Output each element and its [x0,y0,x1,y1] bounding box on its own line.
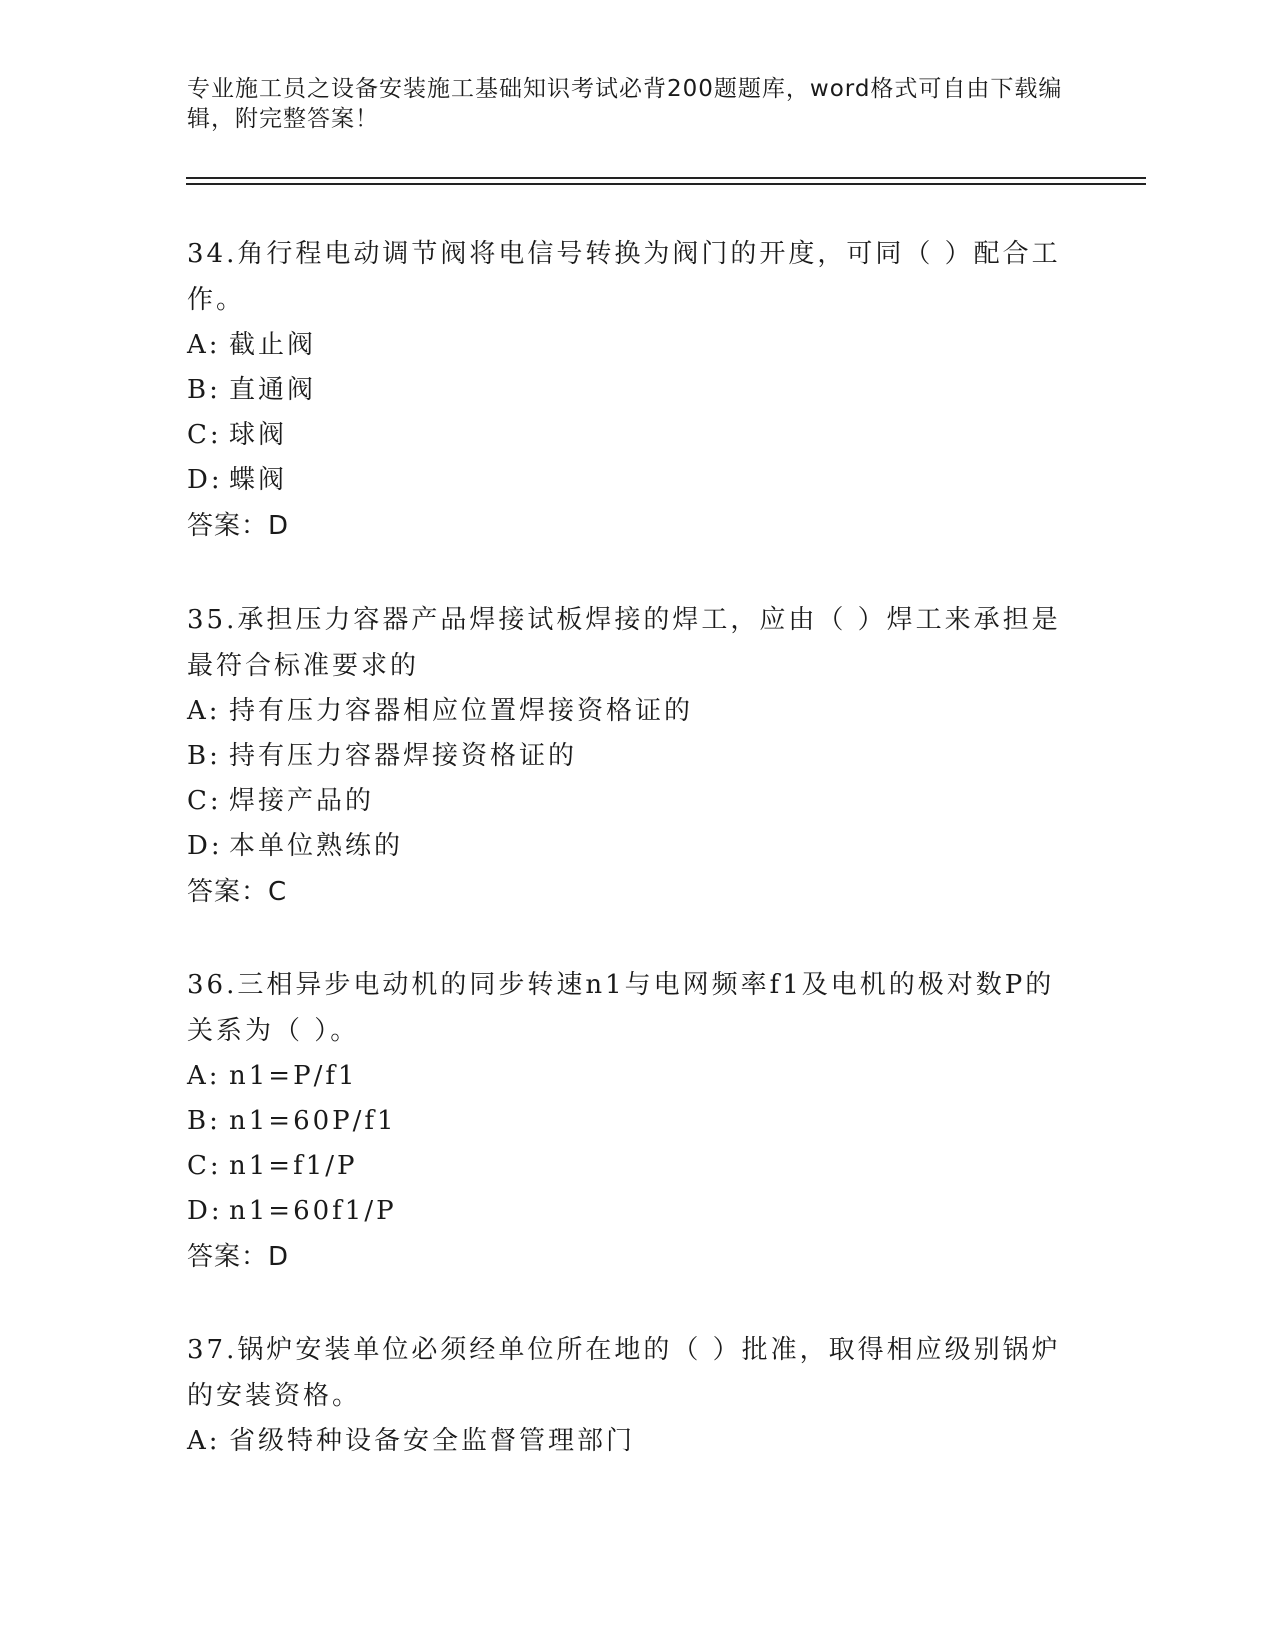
option-b [187,734,1067,779]
option-text: 直通阀 [229,375,317,405]
document-header: 专业施工员之设备安装施工基础知识考试必背200题题库，word格式可自由下载编辑，附完整答案！ [187,76,1063,132]
question-36 [187,962,1067,1280]
option-a [187,1054,1067,1099]
option-letter: B: [187,375,221,405]
option-letter: C: [187,420,222,450]
option-a [187,689,1067,734]
option-text: 持有压力容器焊接资格证的 [229,741,578,771]
question-stem: 36.三相异步电动机的同步转速n1与电网频率f1及电机的极对数P的关系为（ ）。 [187,970,1055,1046]
option-text: 球阀 [229,420,288,450]
question-stem: 35.承担压力容器产品焊接试板焊接的焊工，应由（ ）焊工来承担是最符合标准要求的 [187,605,1061,681]
option-c [187,779,1067,824]
option-letter: C: [187,1151,222,1181]
option-c [187,413,1067,458]
answer-label: 答案： [187,877,269,907]
option-letter: C: [187,786,222,816]
question-37 [187,1327,1067,1464]
option-text: n1=P/f1 [229,1061,358,1091]
question-35 [187,597,1067,915]
option-c [187,1144,1067,1189]
question-34 [187,231,1067,549]
answer-line [187,1234,1067,1280]
option-a [187,323,1067,368]
answer-value: D [268,511,290,541]
option-letter: D: [187,831,223,861]
header-divider-top [186,177,1146,179]
option-letter: A: [187,330,221,360]
option-letter: A: [187,696,221,726]
answer-line [187,503,1067,549]
option-letter: D: [187,1196,223,1226]
option-d [187,1189,1067,1234]
option-b [187,368,1067,413]
option-text: n1=60P/f1 [229,1106,397,1136]
question-stem: 37.锅炉安装单位必须经单位所在地的（ ）批准，取得相应级别锅炉的安装资格。 [187,1335,1061,1411]
option-text: 蝶阀 [229,465,288,495]
option-letter: A: [187,1061,221,1091]
option-d [187,458,1067,503]
option-text: n1=f1/P [229,1151,358,1181]
answer-value: C [268,877,288,907]
answer-label: 答案： [187,511,269,541]
answer-line [187,869,1067,915]
header-divider-bottom [186,183,1146,185]
option-text: 焊接产品的 [229,786,375,816]
option-d [187,824,1067,869]
option-text: 截止阀 [229,330,317,360]
option-text: 持有压力容器相应位置焊接资格证的 [229,696,694,726]
option-text: 省级特种设备安全监督管理部门 [229,1426,636,1456]
option-letter: A: [187,1426,221,1456]
answer-label: 答案： [187,1242,269,1272]
option-b [187,1099,1067,1144]
option-text: 本单位熟练的 [229,831,404,861]
question-stem: 34.角行程电动调节阀将电信号转换为阀门的开度，可同（ ）配合工作。 [187,239,1061,315]
option-letter: B: [187,741,221,771]
option-letter: B: [187,1106,221,1136]
option-text: n1=60f1/P [229,1196,397,1226]
option-letter: D: [187,465,223,495]
answer-value: D [268,1242,290,1272]
option-a [187,1419,1067,1464]
